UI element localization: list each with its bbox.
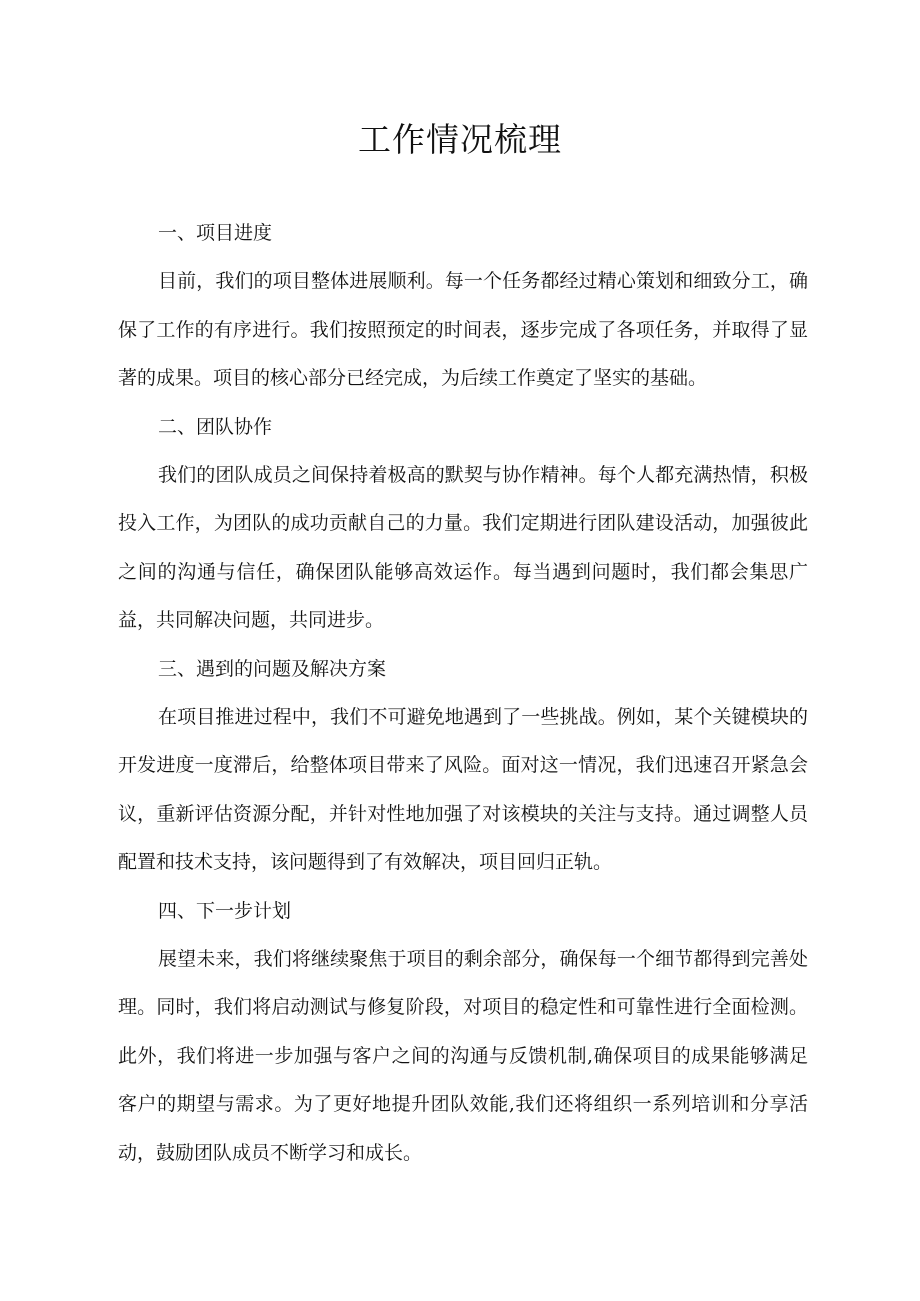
document-title: 工作情况梳理: [358, 120, 562, 159]
section-paragraph: 我们的团队成员之间保持着极高的默契与协作精神。每个人都充满热情，积极投入工作，为团队的成功贡献自己的力量。我们定期进行团队建设活动，加强彼此之间的沟通与信任，确保团队能够高效运作。每当遇到问题时，我们都会集思广益，共同解决问题，共同进步。: [118, 463, 808, 631]
section-paragraph: 在项目推进过程中，我们不可避免地遇到了一些挑战。例如，某个关键模块的开发进度一度滞后，给整体项目带来了风险。面对这一情况，我们迅速召开紧急会议，重新评估资源分配，并针对性地加强了对该模块的关注与支持。通过调整人员配置和技术支持，该问题得到了有效解决，项目回归正轨。: [118, 705, 808, 873]
section-heading: 四、下一步计划: [158, 899, 292, 922]
section-heading: 一、项目进度: [158, 222, 273, 244]
section-paragraph: 展望未来，我们将继续聚焦于项目的剩余部分，确保每一个细节都得到完善处理。同时，我们将启动测试与修复阶段，对项目的稳定性和可靠性进行全面检测。此外，我们将进一步加强与客户之间的沟通与反馈机制,确保项目的成果能够满足客户的期望与需求。为了更好地提升团队效能,我们还将组织一系列培训和分享活动，鼓励团队成员不断学习和成长。: [118, 947, 808, 1164]
section-paragraph: 目前，我们的项目整体进展顺利。每一个任务都经过精心策划和细致分工，确保了工作的有序进行。我们按照预定的时间表，逐步完成了各项任务，并取得了显著的成果。项目的核心部分已经完成，为后续工作奠定了坚实的基础。: [118, 270, 808, 389]
section-progress: [118, 209, 808, 403]
document-body: [118, 209, 808, 1177]
section-heading: 三、遇到的问题及解决方案: [158, 657, 387, 680]
section-problems-solutions: [118, 645, 808, 887]
section-team-collaboration: [118, 403, 808, 645]
section-next-steps: [118, 887, 808, 1178]
section-heading: 二、团队协作: [158, 415, 273, 438]
